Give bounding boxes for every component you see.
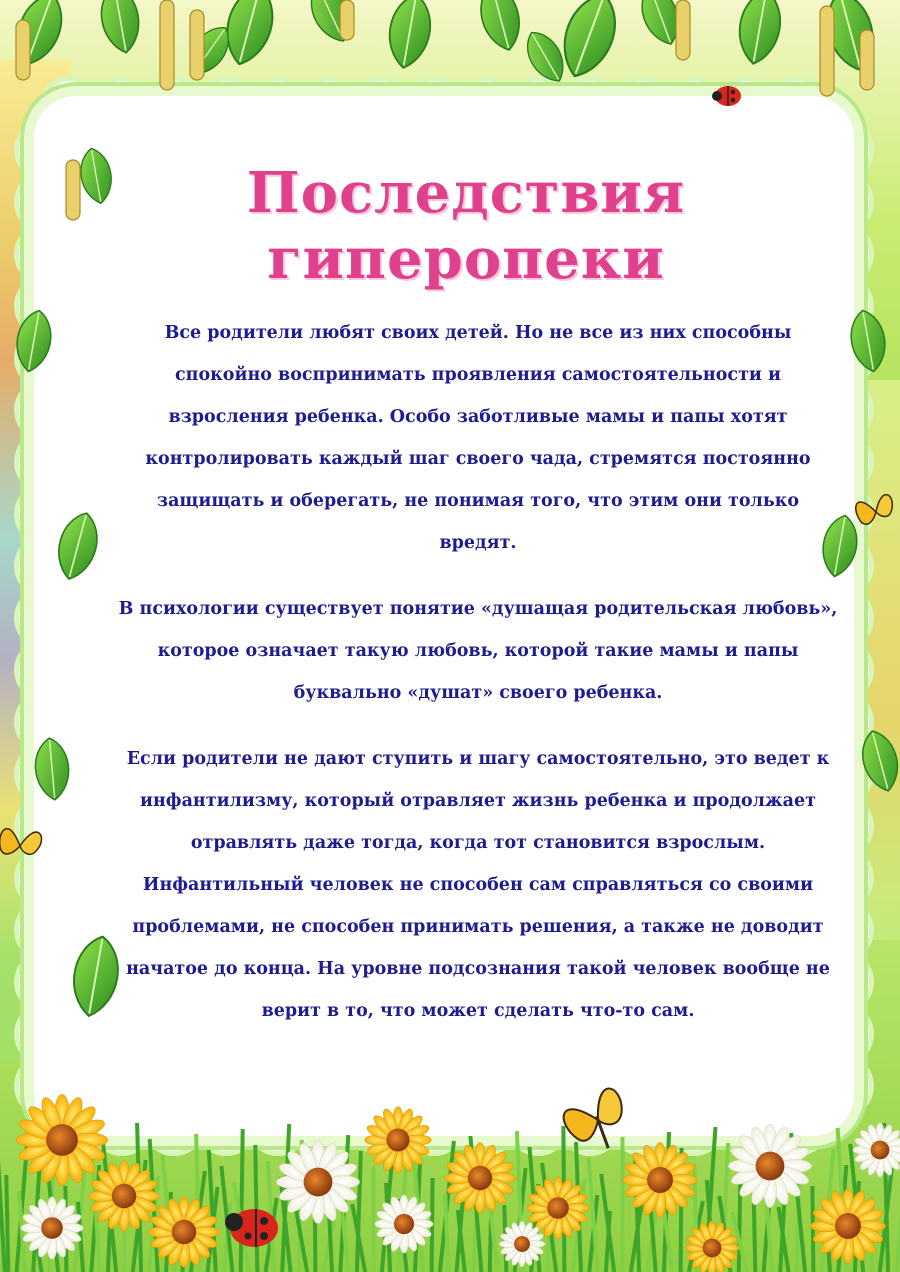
- grass-blade: [0, 1139, 5, 1272]
- daisy-icon: [445, 1143, 516, 1214]
- birch-leaf-icon: [33, 737, 71, 802]
- birch-leaf-icon: [856, 727, 900, 795]
- daisy-icon: [365, 1107, 432, 1174]
- grass-blade: [255, 1145, 257, 1272]
- grass-blade: [6, 1175, 8, 1272]
- birch-leaf-icon: [519, 25, 573, 88]
- butterfly-icon: [0, 823, 43, 862]
- ladybug-icon: [225, 1209, 278, 1247]
- grass-blade: [241, 1129, 243, 1272]
- birch-leaf-icon: [847, 308, 890, 375]
- daisy-icon: [623, 1143, 698, 1218]
- birch-leaf-icon: [68, 933, 124, 1020]
- daisy-icon: [89, 1161, 160, 1232]
- birch-leaf-icon: [734, 0, 786, 67]
- butterfly-icon: [854, 494, 895, 526]
- paragraph-psychology: В психологии существует понятие «душащая родительская любовь», которое означает такую любовь, которой такие мамы и папы буквально «душат» своего ребенка.: [118, 599, 838, 703]
- daisy-icon: [149, 1197, 220, 1268]
- catkin-icon: [340, 0, 354, 40]
- daisy-icon: [499, 1221, 545, 1267]
- catkin-icon: [190, 10, 204, 80]
- poster-title: Последствия гиперопеки: [246, 160, 686, 292]
- daisy-icon: [728, 1124, 811, 1207]
- daisy-icon: [685, 1221, 739, 1272]
- birch-leaf-icon: [12, 308, 55, 375]
- birch-leaf-icon: [384, 0, 436, 71]
- daisy-icon: [21, 1197, 83, 1259]
- catkin-icon: [16, 20, 30, 80]
- paragraph-intro: Все родители любят своих детей. Но не все из них способны спокойно воспринимать проявления самостоятельности и взросления ребенка. Особо заботливые мамы и папы хотят контролировать каждый шаг своего чада, стремятся постоянно защищать и оберегать, не понимая того, что этим они только вредят.: [145, 323, 811, 553]
- daisy-icon: [276, 1140, 359, 1223]
- grass-blade: [896, 1176, 900, 1272]
- paragraph-infantilism: Если родители не дают ступить и шагу самостоятельно, это ведет к инфантилизму, который отравляет жизнь ребенка и продолжает отравлять даже тогда, когда тот становится взрослым. Инфантильный человек не способен сам справляться со своими проблемами, не способен принимать решения, а также не доводит начатое до конца. На уровне подсознания такой человек вообще не верит в то, что может сделать что-то сам.: [126, 749, 830, 1021]
- daisy-icon: [811, 1189, 886, 1264]
- catkin-icon: [820, 6, 834, 96]
- content: [118, 160, 838, 1032]
- daisy-icon: [16, 1094, 108, 1186]
- catkin-icon: [860, 30, 874, 90]
- birch-leaf-icon: [474, 0, 527, 55]
- daisy-icon: [375, 1195, 433, 1253]
- catkin-icon: [676, 0, 690, 60]
- birch-leaf-icon: [553, 0, 626, 84]
- birch-leaf-icon: [51, 508, 104, 583]
- birch-leaf-icon: [96, 0, 144, 56]
- ladybug-icon: [712, 86, 741, 106]
- catkin-icon: [160, 0, 174, 90]
- catkin-icon: [66, 160, 80, 220]
- birch-leaf-icon: [8, 0, 881, 88]
